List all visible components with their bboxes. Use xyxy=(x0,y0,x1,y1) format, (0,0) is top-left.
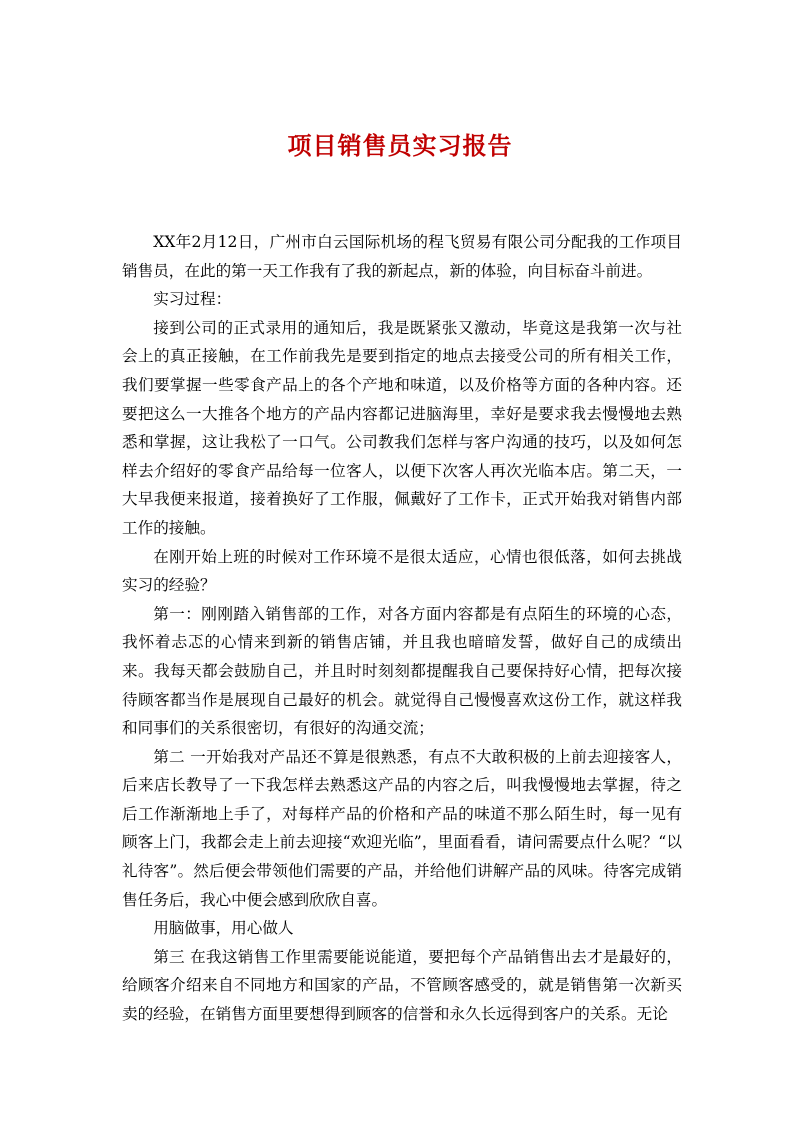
document-title: 项目销售员实习报告 xyxy=(287,131,513,160)
paragraph-process-heading: 实习过程： xyxy=(153,290,232,309)
paragraph-intro: XX年2月12日，广州市白云国际机场的程飞贸易有限公司分配我的工作项目销售员，在此的第一天工作我有了我的新起点，新的体验，向目标奋斗前进。 xyxy=(122,233,682,280)
paragraph-challenge: 在刚开始上班的时候对工作环境不是很太适应，心情也很低落，如何去挑战实习的经验？ xyxy=(122,547,682,595)
paragraph-motto: 用脑做事，用心做人 xyxy=(153,919,294,938)
paragraph-onboarding: 接到公司的正式录用的通知后，我是既紧张又激动，毕竟这是我第一次与社会上的真正接触，在工作前我先是要到指定的地点去接受公司的所有相关工作，我们要掌握一些零食产品上的各个产地和味道，以及价格等方面的各种内容。还要把这么一大推各个地方的产品内容都记进脑海里，幸好是要求我去慢慢地去熟悉和掌握，这让我松了一口气。公司教我们怎样与客户沟通的技巧，以及如何怎样去介绍好的零食产品给每一位客人，以便下次客人再次光临本店。第二天，一大早我便来报道，接着换好了工作服，佩戴好了工作卡，正式开始我对销售内部工作的接触。 xyxy=(122,318,682,537)
paragraph-third: 第三 在我这销售工作里需要能说能道，要把每个产品销售出去才是最好的，给顾客介绍来自不同地方和国家的产品，不管顾客感受的，就是销售第一次新买卖的经验，在销售方面里要想得到顾客的信誉和永久长远得到客户的关系。无论 xyxy=(122,947,682,1024)
paragraph-first: 第一：刚刚踏入销售部的工作，对各方面内容都是有点陌生的环境的心态，我怀着忐忑的心情来到新的销售店铺，并且我也暗暗发誓，做好自己的成绩出来。我每天都会鼓励自己，并且时时刻刻都提醒我自己要保持好心情，把每次接待顾客都当作是展现自己最好的机会。就觉得自己慢慢喜欢这份工作，就这样我和同事们的关系很密切，有很好的沟通交流； xyxy=(122,604,682,738)
document-body xyxy=(122,228,682,1029)
paragraph-second: 第二 一开始我对产品还不算是很熟悉，有点不大敢积极的上前去迎接客人，后来店长教导了一下我怎样去熟悉这产品的内容之后，叫我慢慢地去掌握，待之后工作渐渐地上手了，对每样产品的价格和产品的味道不那么陌生时，每一见有顾客上门，我都会走上前去迎接“欢迎光临”，里面看看，请问需要点什么呢？“以礼待客”。然后便会带领他们需要的产品，并给他们讲解产品的风味。待客完成销售任务后，我心中便会感到欣欣自喜。 xyxy=(122,747,682,909)
